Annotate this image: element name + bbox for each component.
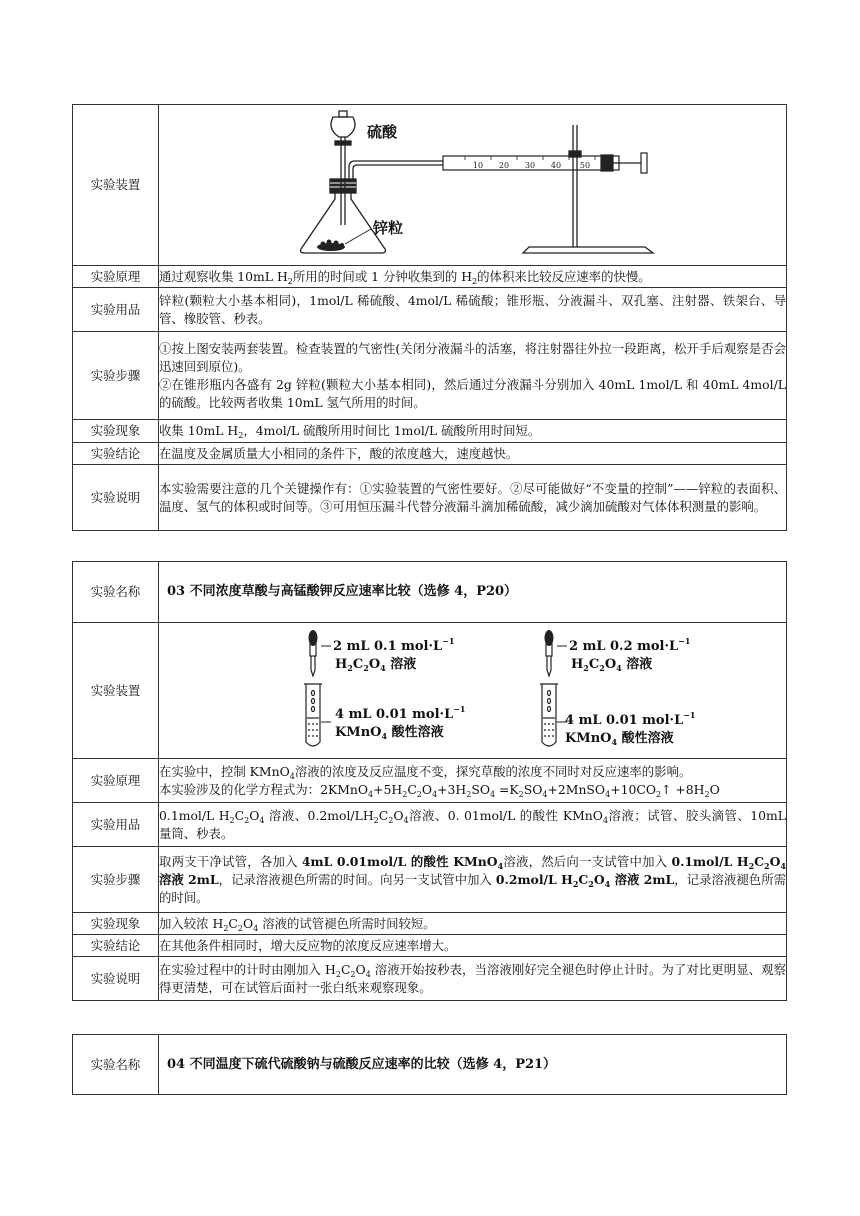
left-bot-sup: −1 xyxy=(452,704,465,714)
label-materials: 实验用品 xyxy=(73,803,159,847)
step-1: ①按上图安装两套装置。检查装置的气密性(关闭分液漏斗的活塞，将注射器往外拉一段距离，松开手后观察是否会迅速回到原位)。 xyxy=(159,340,786,374)
label-zinc: 锌粒 xyxy=(372,218,403,237)
dropper-left xyxy=(308,630,317,676)
right-bot-solution: 酸性溶液 xyxy=(616,731,674,746)
right-bot-sup: −1 xyxy=(682,710,695,720)
svg-text:2 mL 0.1 mol·L−1 xyxy=(333,636,454,654)
row-principle xyxy=(73,266,787,288)
label-notes: 实验说明 xyxy=(73,957,159,1001)
conclusion-text: 在其他条件相同时，增大反应物的浓度反应速率增大。 xyxy=(159,935,787,957)
label-apparatus: 实验装置 xyxy=(73,623,159,759)
right-top-sup: −1 xyxy=(677,636,690,646)
principle-text xyxy=(159,759,787,803)
right-top-sub2b: 2 xyxy=(598,663,605,673)
row-name xyxy=(73,1035,787,1095)
label-principle: 实验原理 xyxy=(73,266,159,288)
scale-20: 20 xyxy=(498,160,509,170)
label-conclusion: 实验结论 xyxy=(73,935,159,957)
chemical-equation: 本实验涉及的化学方程式为：$2KMnO_4+5H_2C_2O_4+3H_2SO_4$ $=K_2SO_4+2MnSO_4+10CO_2↑ +8H_2O$ xyxy=(159,781,720,799)
right-bot-conc: 4 mL 0.01 mol·L xyxy=(564,713,683,728)
row-notes xyxy=(73,957,787,1001)
left-top-h: H xyxy=(334,657,347,672)
right-bot-kmno: KMnO xyxy=(564,731,611,746)
left-top-o: O xyxy=(368,657,380,672)
left-top-sub2a: 2 xyxy=(346,663,353,673)
conclusion-text: 在温度及金属质量大小相同的条件下，酸的浓度越大，速度越快。 xyxy=(159,443,787,465)
row-materials xyxy=(73,288,787,332)
label-steps: 实验步骤 xyxy=(73,847,159,913)
scale-40: 40 xyxy=(550,160,561,170)
left-bot-solution: 酸性溶液 xyxy=(386,725,444,740)
label-phenomenon: 实验现象 xyxy=(73,420,159,443)
right-top-o: O xyxy=(604,657,616,672)
step-2: ②在锥形瓶内各盛有 2g 锌粒(颗粒大小基本相同)，然后通过分液漏斗分别加入 40mL 1mol/L 和 40mL 4mol/L 的硫酸。比较两者收集 10mL 氢气所用的时间。 xyxy=(159,376,786,410)
label-name: 实验名称 xyxy=(73,562,159,623)
right-bot-sub4: 4 xyxy=(610,737,617,747)
left-top-solution: 溶液 xyxy=(385,657,416,672)
left-bot-sub4: 4 xyxy=(380,731,387,741)
steps-text xyxy=(159,332,787,420)
phenomenon-text: 加入较浓 $H_2C_2O_4$ 溶液的试管褪色所需时间较短。 xyxy=(159,913,787,935)
row-apparatus xyxy=(73,623,787,759)
experiment-title: 03 不同浓度草酸与高锰酸钾反应速率比较（选修 4，P20） xyxy=(159,562,787,623)
row-name xyxy=(73,562,787,623)
apparatus-figure-cell xyxy=(159,105,787,266)
label-conclusion: 实验结论 xyxy=(73,443,159,465)
svg-text:2 mL 0.2 mol·L−1 xyxy=(569,636,690,654)
right-top-sub2a: 2 xyxy=(582,663,589,673)
svg-text:H2C2O4 溶液 xyxy=(335,656,416,673)
svg-text:4 mL 0.01 mol·L−1 xyxy=(565,710,696,728)
left-top-sub2b: 2 xyxy=(362,663,369,673)
notes-text: 在实验过程中的计时由刚加入 $H_2C_2O_4$ 溶液开始按秒表，当溶液刚好完全褪色时停止计时。为了对比更明显、观察得更清楚，可在试管后面衬一张白纸来观察现象。 xyxy=(159,957,787,1001)
row-steps xyxy=(73,847,787,913)
experiment-table-03 xyxy=(72,561,787,1001)
row-notes xyxy=(73,465,787,531)
row-principle xyxy=(73,759,787,803)
principle-line-1: 在实验中，控制 KMnO$_4$溶液的浓度及反应温度不变，探究草酸的浓度不同时对反应速率的影响。 xyxy=(159,763,692,781)
svg-text:KMnO4 酸性溶液 xyxy=(335,724,444,741)
notes-text: 本实验需要注意的几个关键操作有：①实验装置的气密性要好。②尽可能做好“不变量的控制”——锌粒的表面积、温度、氢气的体积或时间等。③可用恒压漏斗代替分液漏斗滴加稀硫酸，减少滴加硫酸对气体体积测量的影响。 xyxy=(159,465,787,531)
experiment-table-04 xyxy=(72,1034,787,1095)
row-materials xyxy=(73,803,787,847)
row-conclusion xyxy=(73,935,787,957)
svg-text:4 mL 0.01 mol·L−1 xyxy=(335,704,466,722)
row-apparatus xyxy=(73,105,787,266)
test-tube-left xyxy=(304,684,322,746)
conical-flask xyxy=(300,179,385,253)
left-top-conc: 2 mL 0.1 mol·L xyxy=(332,639,442,654)
label-name: 实验名称 xyxy=(73,1035,159,1095)
right-top-solution: 溶液 xyxy=(621,657,652,672)
iron-stand xyxy=(523,125,653,253)
right-top-conc: 2 mL 0.2 mol·L xyxy=(568,639,678,654)
label-principle: 实验原理 xyxy=(73,759,159,803)
left-bot-conc: 4 mL 0.01 mol·L xyxy=(334,707,453,722)
left-top-c: C xyxy=(352,657,363,672)
row-conclusion xyxy=(73,443,787,465)
right-top-h: H xyxy=(570,657,583,672)
materials-text: 0.1mol/L $H_2C_2O_4$ 溶液、$0.2mol/LH_2C_2O_4$溶液、0. 01mol/L 的酸性 KMnO$_4$溶液；试管、胶头滴管、10mL 量筒、秒表。 xyxy=(159,803,787,847)
phenomenon-text: 收集 10mL $H_2$，4mol/L 硫酸所用时间比 1mol/L 硫酸所用时间短。 xyxy=(159,420,787,443)
svg-text:KMnO4 酸性溶液 xyxy=(565,730,674,747)
svg-text:H2C2O4 溶液 xyxy=(571,656,652,673)
row-steps xyxy=(73,332,787,420)
scale-10: 10 xyxy=(472,160,483,170)
label-materials: 实验用品 xyxy=(73,288,159,332)
steps-text: 取两支干净试管，各加入 4mL 0.01mol/L 的酸性 KMnO$_4$溶液，然后向一支试管中加入 0.1mol/L $H_2C_2O_4$ 溶液 2mL，记录溶液褪色所需的时间。向另一支试管中加入 0.2mol/L $H_2C_2O_4$ 溶液 2mL，记录溶液褪色所需的时间。 xyxy=(159,847,787,913)
label-notes: 实验说明 xyxy=(73,465,159,531)
delivery-tube xyxy=(349,161,443,179)
row-phenomenon xyxy=(73,913,787,935)
left-top-sub4: 4 xyxy=(379,663,386,673)
experiment-table-02 xyxy=(72,104,787,531)
scale-50: 50 xyxy=(579,160,590,170)
label-phenomenon: 实验现象 xyxy=(73,913,159,935)
apparatus-figure-cell xyxy=(159,623,787,759)
right-top-sub4: 4 xyxy=(615,663,622,673)
right-top-c: C xyxy=(588,657,599,672)
dropper-right xyxy=(544,630,553,676)
left-top-sup: −1 xyxy=(441,636,454,646)
left-bot-kmno: KMnO xyxy=(334,725,381,740)
label-apparatus: 实验装置 xyxy=(73,105,159,266)
materials-text: 锌粒(颗粒大小基本相同)，1mol/L 稀硫酸、4mol/L 稀硫酸；锥形瓶、分液漏斗、双孔塞、注射器、铁架台、导管、橡胶管、秒表。 xyxy=(159,288,787,332)
zinc-granules xyxy=(317,239,345,251)
row-phenomenon xyxy=(73,420,787,443)
principle-text: 通过观察收集 10mL $H_2$所用的时间或 1 分钟收集到的 $H_2$的体积来比较反应速率的快慢。 xyxy=(159,266,787,288)
test-tube-right xyxy=(540,684,558,746)
separatory-funnel xyxy=(331,111,355,225)
scale-30: 30 xyxy=(524,160,535,170)
label-steps: 实验步骤 xyxy=(73,332,159,420)
experiment-title: 04 不同温度下硫代硫酸钠与硫酸反应速率的比较（选修 4，P21） xyxy=(159,1035,787,1095)
test-tube-figure xyxy=(263,624,695,752)
label-acid: 硫酸 xyxy=(366,122,397,141)
zinc-acid-syringe-apparatus xyxy=(243,107,703,259)
